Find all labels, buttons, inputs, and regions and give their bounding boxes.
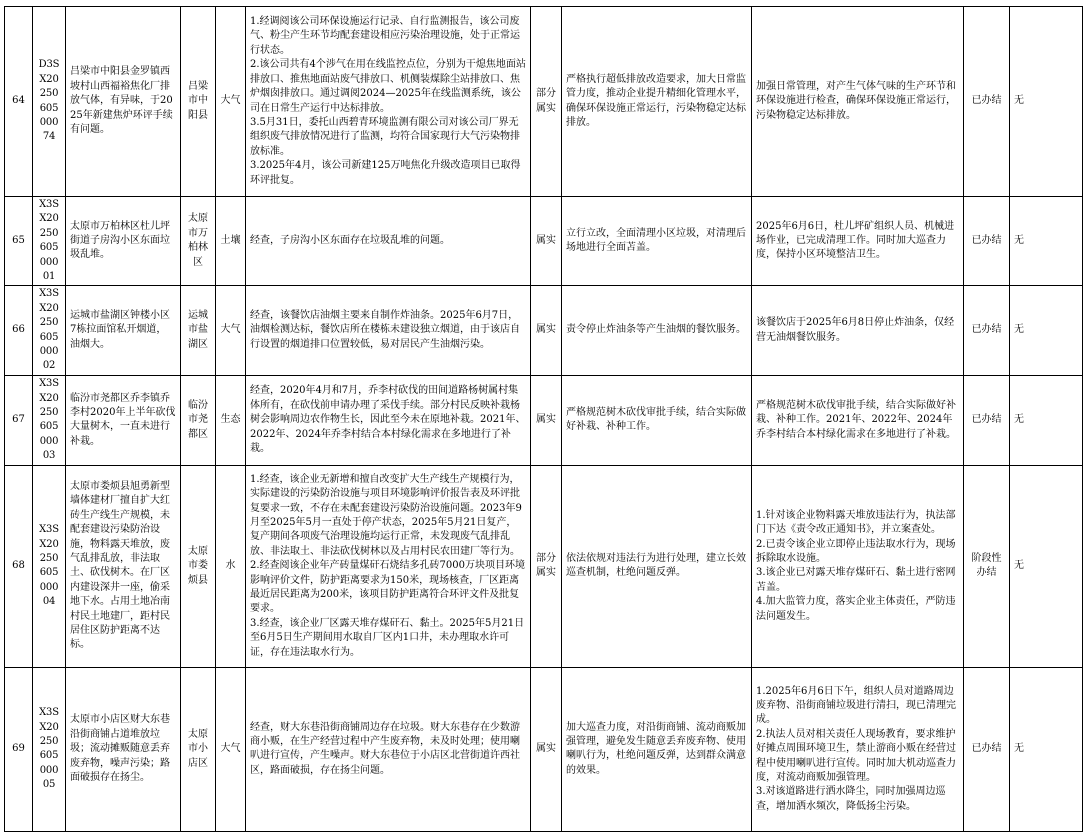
handling-paragraph: 该餐饮店于2025年6月8日停止炸油条，仅经营无油烟餐饮服务。	[756, 317, 955, 343]
completion-status: 阶段性办结	[964, 465, 1010, 667]
investigation-findings	[246, 286, 531, 375]
handling-opinion: 严格执行超低排放改造要求，加大日常监管力度，推动企业提升精细化管理水平，确保环保设施正常运行，污染物稳定达标排放。	[562, 7, 752, 197]
rectification-status	[752, 286, 964, 375]
handling-opinion: 严格规范树木砍伐审批手续，结合实际做好补栽、补种工作。	[562, 375, 752, 465]
administrative-area: 太原市小店区	[181, 667, 216, 831]
case-code: X3SX2025060500005	[33, 667, 66, 831]
handling-paragraph: 2025年6月6日，杜儿坪矿组织人员、机械进场作业，已完成清理工作。同时加大巡查力度，保持小区环境整洁卫生。	[756, 220, 955, 261]
accountability: 无	[1010, 375, 1083, 465]
accountability: 无	[1010, 197, 1083, 286]
case-table	[4, 6, 1083, 832]
finding-paragraph: 3.经查，该企业厂区露天堆存煤矸石、黏土。2025年5月21日至6月5日生产期间用水取自厂区内1口井，未办理取水许可证，存在违法取水行为。	[250, 617, 525, 658]
pollution-type: 土壤	[216, 197, 246, 286]
handling-opinion: 责令停止炸油条等产生油烟的餐饮服务。	[562, 286, 752, 375]
issue-description: 运城市盐湖区钟楼小区7栋拉面馆私开烟道，油烟大。	[66, 286, 181, 375]
finding-paragraph: 3.5月31日，委托山西碧青环境监测有限公司对该公司厂界无组织废气排放情况进行了监测，均符合国家现行大气污染物排放标准。	[250, 116, 520, 157]
completion-status: 已办结	[964, 286, 1010, 375]
verification-result: 属实	[531, 667, 562, 831]
finding-paragraph: 2.该公司共有4个涉气在用在线监控点位，分别为干熄焦地面站排放口、推焦地面站废气排放口、机侧装煤除尘站排放口、焦炉烟囱排放口。通过调阅2024—2025年在线监测系统，该公司在日常生产运行中达标排放。	[250, 59, 526, 114]
handling-paragraph: 3.该企业已对露天堆存煤矸石、黏土进行密网苫盖。	[756, 567, 956, 593]
investigation-findings	[246, 7, 531, 197]
table-row	[5, 375, 1083, 465]
case-code: X3SX2025060500003	[33, 375, 66, 465]
rectification-status	[752, 7, 964, 197]
accountability: 无	[1010, 667, 1083, 831]
finding-paragraph: 经查，该餐饮店油烟主要来自制作炸油条。2025年6月7日，油烟检测达标，餐饮店所在楼栋未建设独立烟道，由于该店自行设置的烟道排口位置较低，易对居民产生油烟污染。	[250, 310, 520, 350]
handling-paragraph: 严格规范树木砍伐审批手续，结合实际做好补栽、补种工作。2021年、2022年、2024年乔李村结合本村绿化需求在多地进行了补栽。	[756, 399, 956, 440]
pollution-type: 大气	[216, 7, 246, 197]
table-row	[5, 197, 1083, 286]
verification-result: 属实	[531, 375, 562, 465]
finding-paragraph: 1.经查，该企业无新增和擅自改变扩大生产线生产规模行为，实际建设的污染防治设施与项目环境影响评价报告表及环评批复要求一致，不存在未配套建设污染防治设施问题。2023年9月至2025年5月一直处于停产状态，2025年5月21日复产，复产期间各项废气治理设施均运行正常，未发现废气乱排乱放、非法取土、非法砍伐树林以及占用村民农田建厂等行为。	[250, 473, 522, 557]
case-code: D3SX2025060500074	[33, 7, 66, 197]
row-number: 66	[5, 286, 33, 375]
accountability: 无	[1010, 465, 1083, 667]
administrative-area: 临汾市尧都区	[181, 375, 216, 465]
verification-result: 属实	[531, 197, 562, 286]
handling-paragraph: 2.执法人员对相关责任人现场教育，要求维护好摊点周围环境卫生，禁止游商小贩在经营过程中使用喇叭进行宣传。同时加大机动巡查力度，对流动商贩加强管理。	[756, 728, 956, 783]
handling-paragraph: 1.2025年6月6日下午，组织人员对道路周边废弃物、沿街商铺垃圾进行清扫，现已清理完成。	[756, 685, 956, 726]
administrative-area: 太原市娄烦县	[181, 465, 216, 667]
rectification-status	[752, 465, 964, 667]
case-code: X3SX2025060500004	[33, 465, 66, 667]
investigation-findings	[246, 465, 531, 667]
handling-paragraph: 2.已责令该企业立即停止违法取水行为，现场拆除取水设施。	[756, 538, 956, 564]
pollution-type: 水	[216, 465, 246, 667]
pollution-type: 大气	[216, 667, 246, 831]
administrative-area: 吕梁市中阳县	[181, 7, 216, 197]
finding-paragraph: 经查，2020年4月和7月，乔李村砍伐的田间道路杨树属村集体所有，在砍伐前申请办理了采伐手续。部分村民反映补栽杨树会影响周边农作物生长，因此至今未在原地补栽。2021年、2022年、2024年乔李村结合本村绿化需求在多地进行了补栽。	[250, 385, 526, 454]
table-row	[5, 465, 1083, 667]
pollution-type: 大气	[216, 286, 246, 375]
issue-description: 太原市小店区财大东巷沿街商铺占道堆放垃圾；流动摊贩随意丢弃废弃物，噪声污染；路面破损存在扬尘。	[66, 667, 181, 831]
row-number: 64	[5, 7, 33, 197]
pollution-type: 生态	[216, 375, 246, 465]
row-number: 67	[5, 375, 33, 465]
finding-paragraph: 1.经调阅该公司环保设施运行记录、自行监测报告，该公司废气、粉尘产生环节均配套建设相应污染治理设施，处于正常运行状态。	[250, 16, 520, 56]
issue-description: 临汾市尧都区乔李镇乔李村2020年上半年砍伐大量树木，一直未进行补栽。	[66, 375, 181, 465]
rectification-status	[752, 667, 964, 831]
case-code: X3SX2025060500001	[33, 197, 66, 286]
finding-paragraph: 2.经查阅该企业年产砖量煤矸石烧结多孔砖7000万块项目环境影响评价文件，防护距离要求为150米，现场核查，厂区距离最近居民距离为200米，该项目防护距离符合环评文件及批复要求。	[250, 560, 525, 615]
handling-opinion: 加大巡查力度，对沿街商铺、流动商贩加强管理，避免发生随意丢弃废弃物、使用喇叭行为，杜绝问题反弹，达到群众满意的效果。	[562, 667, 752, 831]
handling-paragraph: 加强日常管理，对产生气体气味的生产环节和环保设施进行检查，确保环保设施正常运行，污染物稳定达标排放。	[756, 80, 956, 121]
rectification-status	[752, 197, 964, 286]
row-number: 65	[5, 197, 33, 286]
finding-paragraph: 经查，财大东巷沿街商铺周边存在垃圾。财大东巷存在少数游商小贩，在生产经营过程中产生废弃物，未及时处理；使用喇叭进行宣传，产生噪声。财大东巷位于小店区北营街道许西社区，路面破损，存在扬尘问题。	[250, 721, 520, 776]
table-row	[5, 667, 1083, 831]
accountability: 无	[1010, 286, 1083, 375]
completion-status: 已办结	[964, 375, 1010, 465]
issue-description: 太原市万柏林区杜儿坪街道子房沟小区东面垃圾乱堆。	[66, 197, 181, 286]
accountability: 无	[1010, 7, 1083, 197]
rectification-status	[752, 375, 964, 465]
handling-opinion: 依法依规对违法行为进行处理，建立长效巡查机制，杜绝问题反弹。	[562, 465, 752, 667]
investigation-findings	[246, 375, 531, 465]
handling-paragraph: 4.加大监管力度，落实企业主体责任，严防违法问题发生。	[756, 596, 956, 622]
completion-status: 已办结	[964, 197, 1010, 286]
table-row	[5, 7, 1083, 197]
case-code: X3SX2025060500002	[33, 286, 66, 375]
issue-description: 吕梁市中阳县金罗镇西坡村山西福裕焦化厂排放气体，有异味，于2025年新建焦炉环评手续有问题。	[66, 7, 181, 197]
table-row	[5, 286, 1083, 375]
completion-status: 已办结	[964, 667, 1010, 831]
investigation-findings	[246, 197, 531, 286]
administrative-area: 太原市万柏林区	[181, 197, 216, 286]
verification-result: 属实	[531, 286, 562, 375]
administrative-area: 运城市盐湖区	[181, 286, 216, 375]
handling-opinion: 立行立改，全面清理小区垃圾，对清理后场地进行全面苫盖。	[562, 197, 752, 286]
completion-status: 已办结	[964, 7, 1010, 197]
handling-paragraph: 1.针对该企业物料露天堆放违法行为，执法部门下达《责令改正通知书》，并立案查处。	[756, 509, 956, 536]
finding-paragraph: 经查，子房沟小区东面存在垃圾乱堆的问题。	[250, 235, 450, 247]
investigation-findings	[246, 667, 531, 831]
issue-description: 太原市娄烦县旭勇新型墙体建材厂擅自扩大红砖生产线生产规模，未配套建设污染防治设施，物料露天堆放，废气乱排乱放，非法取土、砍伐树木。在厂区内建设深井一座，偷采地下水。占用土地冶南村民土地建厂，距村民居住区防护距离不达标。	[66, 465, 181, 667]
row-number: 68	[5, 465, 33, 667]
handling-paragraph: 3.对该道路进行洒水降尘，同时加强周边巡查，增加洒水频次，降低扬尘污染。	[756, 786, 946, 812]
finding-paragraph: 3.2025年4月，该公司新建125万吨焦化升级改造项目已取得环评批复。	[250, 160, 521, 186]
row-number: 69	[5, 667, 33, 831]
verification-result: 部分属实	[531, 7, 562, 197]
verification-result: 部分属实	[531, 465, 562, 667]
